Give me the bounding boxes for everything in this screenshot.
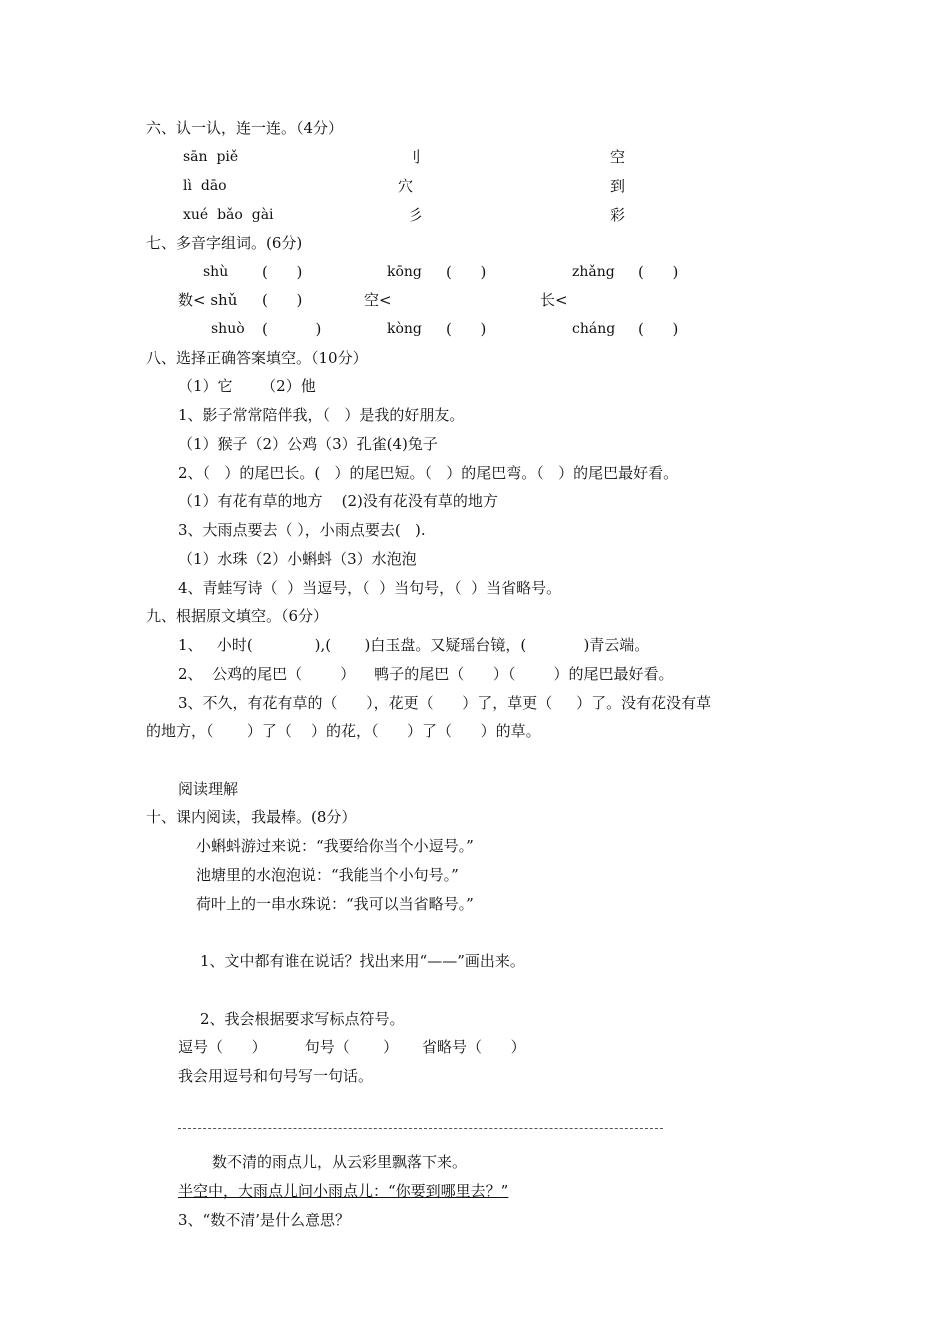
q7-kong1-blank[interactable]: ( ) <box>446 263 487 281</box>
q8-options-1: （1）它 （2）他 <box>178 377 316 395</box>
q7-shu-blank[interactable]: ( ) <box>262 263 303 281</box>
q10-title: 十、课内阅读，我最棒。(8分） <box>146 808 357 826</box>
q6-char-3[interactable]: 彩 <box>610 206 626 224</box>
q8-item-4[interactable]: 4、青蛙写诗（ ）当逗号，（ ）当句号，（ ）当省略号。 <box>178 579 562 597</box>
q9-title: 九、根据原文填空。（6分） <box>146 607 329 625</box>
q6-pinyin-3: xué bǎo gài <box>183 207 274 223</box>
passage-line-3: 荷叶上的一串水珠说：“我可以当省略号。” <box>196 895 474 913</box>
q9-item-1[interactable]: 1、 小时( ),( )白玉盘。又疑瑶台镜，( )青云端。 <box>178 636 650 654</box>
q7-shu2-blank[interactable]: ( ) <box>262 291 303 309</box>
q9-item-2[interactable]: 2、 公鸡的尾巴（ ） 鸭子的尾巴（ ）（ ）的尾巴最好看。 <box>178 665 674 683</box>
q7-chang-blank[interactable]: ( ) <box>638 320 679 338</box>
reading-label: 阅读理解 <box>178 780 239 798</box>
q6-char-2[interactable]: 到 <box>610 177 626 195</box>
q7-shu-label: 数< shǔ <box>178 291 238 309</box>
q7-kong2-blank[interactable]: ( ) <box>446 320 487 338</box>
q6-radical-3[interactable]: 彡 <box>408 206 424 224</box>
punctuation-blanks[interactable]: 逗号（ ） 句号（ ） 省略号（ ） <box>178 1038 526 1056</box>
q8-options-2: （1）猴子（2）公鸡（3）孔雀(4)兔子 <box>178 435 438 453</box>
passage-line-2: 池塘里的水泡泡说：“我能当个小句号。” <box>196 866 459 884</box>
q7-shuo-blank[interactable]: ( ) <box>262 320 322 338</box>
q9-item-3-cont[interactable]: 的地方，（ ）了（ ）的花，（ ）了（ ）的草。 <box>146 722 541 740</box>
reading-q1: 1、文中都有谁在说话？找出来用“——”画出来。 <box>200 952 525 970</box>
q6-char-1[interactable]: 空 <box>610 148 626 166</box>
reading-q2: 2、我会根据要求写标点符号。 <box>200 1010 405 1028</box>
q8-options-4: （1）水珠（2）小蝌蚪（3）水泡泡 <box>178 550 417 568</box>
reading-q3: 3、“数不清’是什么意思？ <box>178 1211 350 1229</box>
q8-title: 八、选择正确答案填空。（10分） <box>146 349 368 367</box>
passage2-line-1: 数不清的雨点儿，从云彩里飘落下来。 <box>212 1153 468 1171</box>
q6-radical-1[interactable]: 刂 <box>406 148 422 166</box>
q6-pinyin-2: lì dāo <box>183 178 227 194</box>
q7-zhang-label: 长< <box>540 291 568 309</box>
q7-shu-pinyin: shù <box>203 264 229 280</box>
q7-shuo-pinyin: shuò <box>211 321 245 337</box>
q8-item-2[interactable]: 2、（ ）的尾巴长。( ）的尾巴短。（ ）的尾巴弯。（ ）的尾巴最好看。 <box>178 464 679 482</box>
q7-kong-label: 空< <box>364 291 392 309</box>
q6-pinyin-1: sān piě <box>183 149 239 165</box>
q7-chang-pinyin: cháng <box>572 321 616 337</box>
passage2-line-2: 半空中，大雨点儿问小雨点儿：“你要到哪里去？” <box>178 1182 509 1200</box>
q7-kong1-pinyin: kōng <box>387 264 422 280</box>
answer-line[interactable] <box>178 1128 663 1129</box>
q7-title: 七、多音字组词。(6分) <box>146 234 303 252</box>
q7-kong2-pinyin: kòng <box>387 321 422 337</box>
q7-zhang-pinyin: zhǎng <box>572 264 615 280</box>
q6-radical-2[interactable]: 穴 <box>398 177 414 195</box>
passage-line-1: 小蝌蚪游过来说：“我要给你当个小逗号。” <box>196 837 474 855</box>
q7-zhang-blank[interactable]: ( ) <box>638 263 679 281</box>
sentence-prompt: 我会用逗号和句号写一句话。 <box>178 1067 374 1085</box>
q6-title: 六、认一认，连一连。（4分） <box>146 119 344 137</box>
q8-options-3: （1）有花有草的地方 (2)没有花没有草的地方 <box>178 492 498 510</box>
q9-item-3[interactable]: 3、不久，有花有草的（ ），花更（ ）了，草更（ ）了。没有花没有草 <box>178 694 712 712</box>
q8-item-1[interactable]: 1、影子常常陪伴我，（ ）是我的好朋友。 <box>178 406 465 424</box>
q8-item-3[interactable]: 3、大雨点要去（ ），小雨点要去( ). <box>178 521 426 539</box>
